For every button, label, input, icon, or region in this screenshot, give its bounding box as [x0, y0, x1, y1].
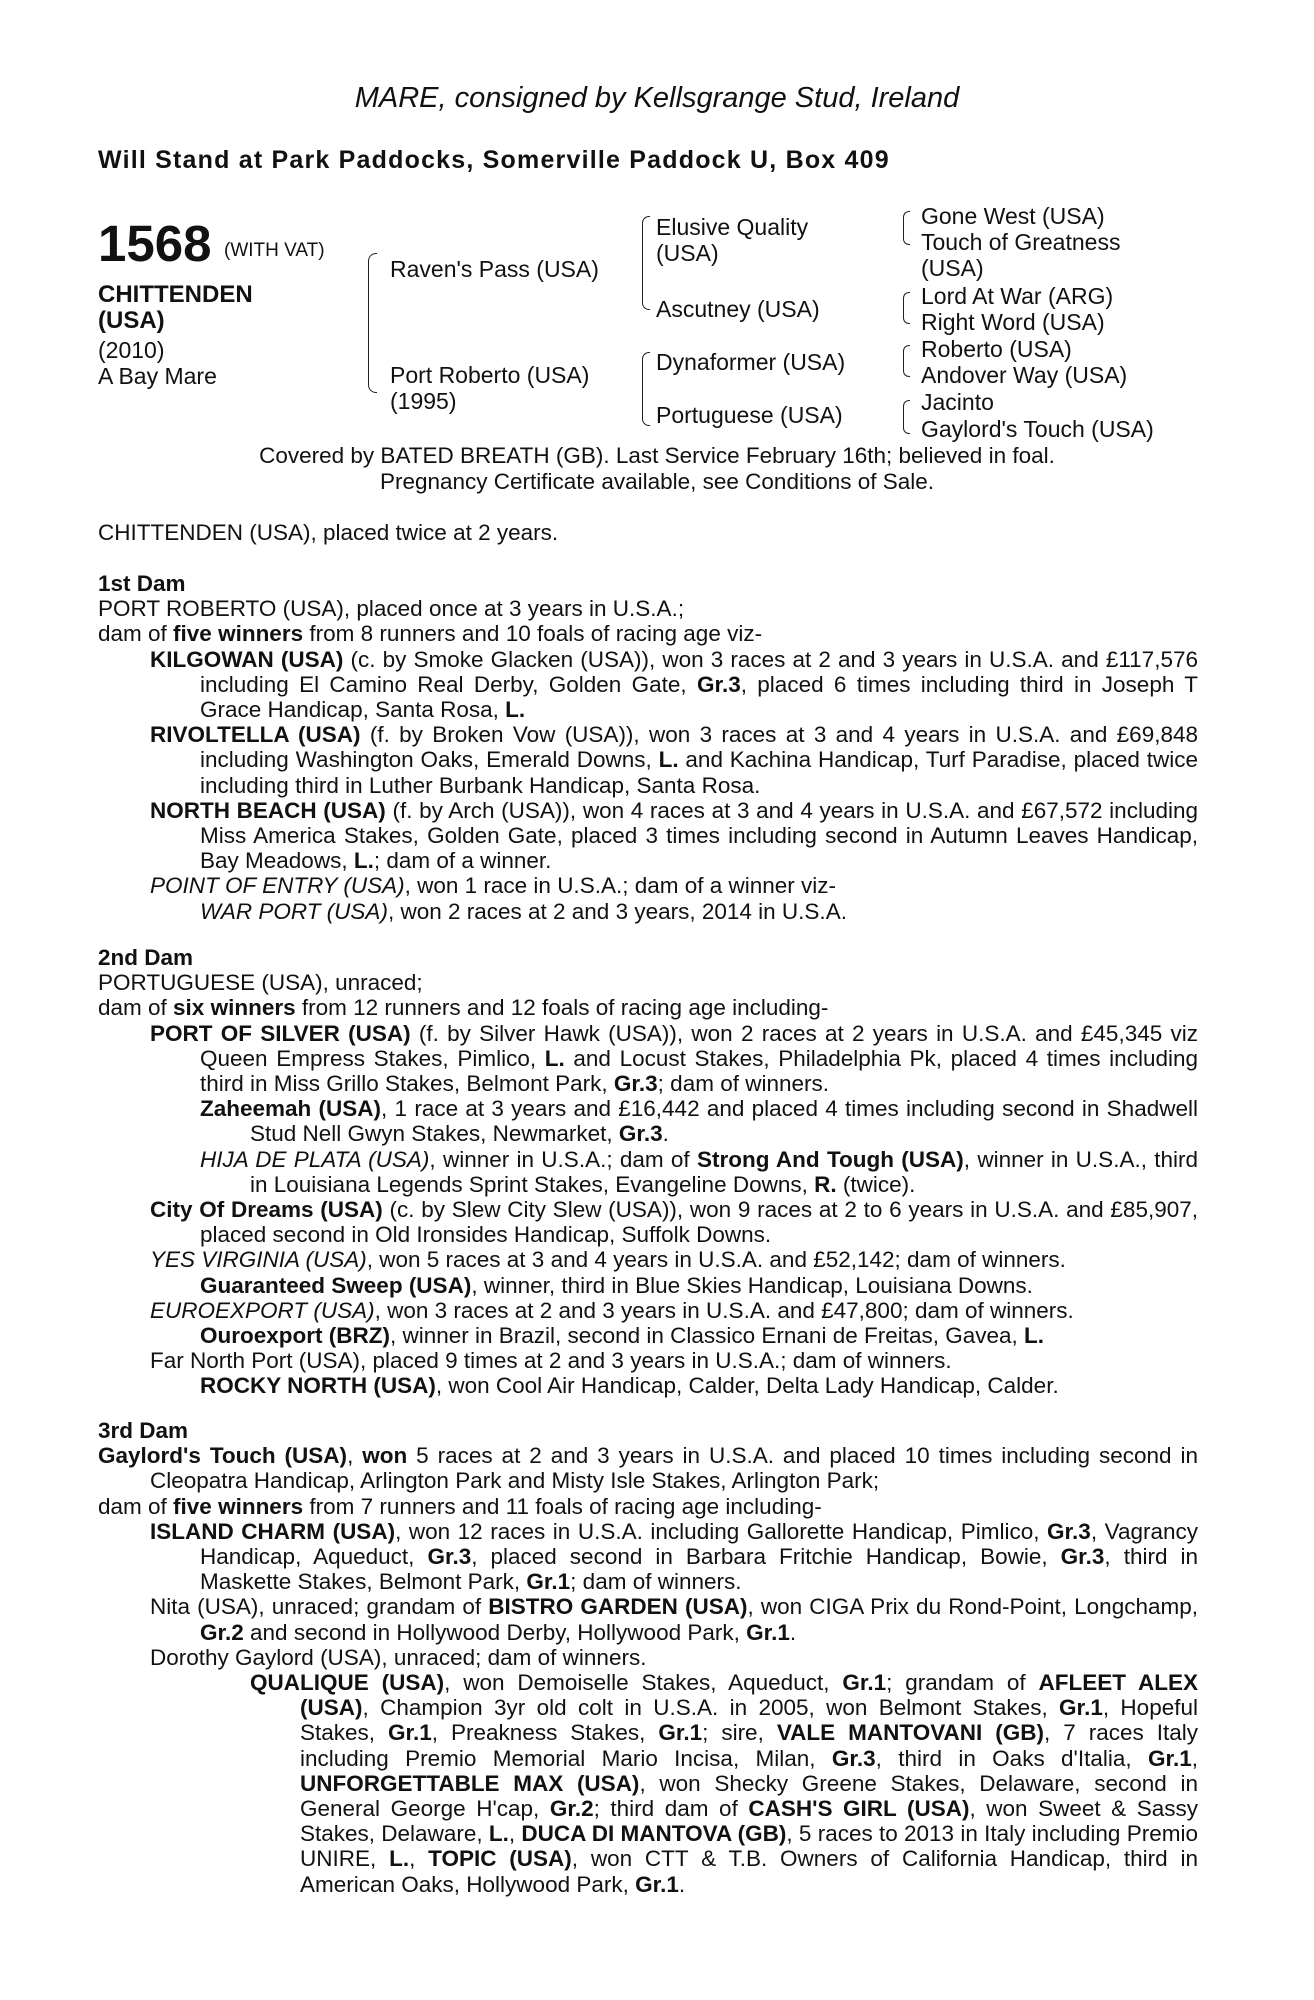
- first-dam-produce-1: KILGOWAN (USA) (c. by Smoke Glacken (USA)), won 3 races at 2 and 3 years in U.S.A. and £117,576 including El Camino Real Derby, Golden Gate, Gr.3, placed 6 times including third in Joseph T Grace Handicap, Santa Rosa, L.: [150, 646, 1198, 723]
- third-dam-produce-3: Dorothy Gaylord (USA), unraced; dam of winners.: [150, 1644, 647, 1670]
- second-dam-section: [98, 945, 1198, 1399]
- second-dam-produce-2: City Of Dreams (USA) (c. by Slew City Slew (USA)), won 9 races at 2 to 6 years in U.S.A. and £85,907, placed second in Old Ironsides Handicap, Suffolk Downs.: [150, 1197, 1198, 1248]
- pedigree-brace-2: [642, 216, 650, 310]
- first-dam-produce-4-sub: WAR PORT (USA), won 2 races at 2 and 3 years, 2014 in U.S.A.: [200, 898, 847, 924]
- pedigree-dam: Port Roberto (USA): [390, 362, 590, 388]
- pedigree-dds: Jacinto: [921, 389, 994, 415]
- second-dam-produce-5: Far North Port (USA), placed 9 times at 2 and 3 years in U.S.A.; dam of winners.: [150, 1348, 952, 1374]
- pedigree-ds: Dynaformer (USA): [656, 349, 846, 375]
- second-dam-produce-1-sub2: HIJA DE PLATA (USA), winner in U.S.A.; dam of Strong And Tough (USA), winner in U.S.A., third in Louisiana Legends Sprint Stakes, Evangeline Downs, R. (twice).: [200, 1146, 1199, 1197]
- pedigree-dsd: Andover Way (USA): [921, 362, 1128, 388]
- third-dam-produce-3-sub: QUALIQUE (USA), won Demoiselle Stakes, Aqueduct, Gr.1; grandam of AFLEET ALEX (USA), Champion 3yr old colt in U.S.A. in 2005, won Belmont Stakes, Gr.1, Hopeful Stakes, Gr.1, Preakness Stakes, Gr.1; sire, VALE MANTOVANI (GB), 7 races Italy including Premio Memorial Mario Incisa, Milan, Gr.3, third in Oaks d'Italia, Gr.1, UNFORGETTABLE MAX (USA), won Shecky Greene Stakes, Delaware, second in General George H'cap, Gr.2; third dam of CASH'S GIRL (USA), won Sweet & Sassy Stakes, Delaware, L., DUCA DI MANTOVA (GB), 5 races to 2013 in Italy including Premio UNIRE, L., TOPIC (USA), won CTT & T.B. Owners of California Handicap, third in American Oaks, Hollywood Park, Gr.1.: [250, 1670, 1199, 1897]
- covered-line1: Covered by BATED BREATH (GB). Last Service February 16th; believed in foal.: [259, 443, 1055, 468]
- pedigree-sire: Raven's Pass (USA): [390, 256, 599, 282]
- second-dam-produce-3: YES VIRGINIA (USA), won 5 races at 3 and 4 years in U.S.A. and £52,142; dam of winners.: [150, 1247, 1066, 1273]
- pedigree-ddd: Gaylord's Touch (USA): [921, 416, 1154, 442]
- first-dam-produce-4: POINT OF ENTRY (USA), won 1 race in U.S.A.; dam of a winner viz-: [150, 873, 837, 899]
- second-dam-line2: dam of six winners from 12 runners and 12 foals of racing age including-: [98, 995, 829, 1021]
- pedigree-ssd-2: (USA): [921, 255, 984, 281]
- pedigree-ss: Elusive Quality: [656, 214, 809, 240]
- second-dam-line1: PORTUGUESE (USA), unraced;: [98, 970, 423, 996]
- pedigree-brace-4: [903, 211, 910, 245]
- first-dam-section: [98, 571, 1198, 924]
- second-dam-produce-1: PORT OF SILVER (USA) (f. by Silver Hawk (USA)), won 2 races at 2 years in U.S.A. and £45,345 viz Queen Empress Stakes, Pimlico, L. and Locust Stakes, Philadelphia Pk, placed 4 times including third in Miss Grillo Stakes, Belmont Park, Gr.3; dam of winners.: [150, 1020, 1198, 1097]
- second-dam-produce-4-sub: Ouroexport (BRZ), winner in Brazil, second in Classico Ernani de Freitas, Gavea, L.: [200, 1323, 1045, 1349]
- horse-year: (2010): [98, 337, 165, 363]
- stand-location: Will Stand at Park Paddocks, Somerville Paddock U, Box 409: [98, 146, 890, 174]
- first-dam-line1: PORT ROBERTO (USA), placed once at 3 years in U.S.A.;: [98, 596, 685, 622]
- intro-line: CHITTENDEN (USA), placed twice at 2 years.: [98, 520, 559, 545]
- lot-number: 1568: [98, 215, 212, 272]
- pedigree-brace-7: [903, 400, 910, 434]
- pedigree-sss: Gone West (USA): [921, 203, 1105, 229]
- third-dam-section: [98, 1418, 1198, 1897]
- third-dam-heading: 3rd Dam: [98, 1418, 189, 1443]
- second-dam-produce-1-sub1: Zaheemah (USA), 1 race at 3 years and £16,442 and placed 4 times including second in Shadwell Stud Nell Gwyn Stakes, Newmarket, Gr.3.: [200, 1096, 1198, 1147]
- pedigree-brace-6: [903, 345, 910, 377]
- vat-label: (WITH VAT): [224, 240, 325, 261]
- first-dam-heading: 1st Dam: [98, 571, 186, 596]
- pedigree-dss: Roberto (USA): [921, 336, 1072, 362]
- pedigree-dd: Portuguese (USA): [656, 402, 843, 428]
- second-dam-produce-4: EUROEXPORT (USA), won 3 races at 2 and 3 years in U.S.A. and £47,800; dam of winners.: [150, 1297, 1074, 1323]
- first-dam-produce-3: NORTH BEACH (USA) (f. by Arch (USA)), won 4 races at 3 and 4 years in U.S.A. and £67,572 including Miss America Stakes, Golden Gate, placed 3 times including second in Autumn Leaves Handicap, Bay Meadows, L.; dam of a winner.: [150, 797, 1198, 874]
- horse-name-line1: CHITTENDEN: [98, 281, 253, 308]
- pedigree-ssd: Touch of Greatness: [921, 229, 1121, 255]
- third-dam-produce-1: ISLAND CHARM (USA), won 12 races in U.S.A. including Gallorette Handicap, Pimlico, Gr.3, Vagrancy Handicap, Aqueduct, Gr.3, placed second in Barbara Fritchie Handicap, Bowie, Gr.3, third in Maskette Stakes, Belmont Park, Gr.1; dam of winners.: [150, 1518, 1198, 1595]
- pedigree-sdd: Right Word (USA): [921, 309, 1105, 335]
- third-dam-line1: Gaylord's Touch (USA), won 5 races at 2 and 3 years in U.S.A. and placed 10 times including second in Cleopatra Handicap, Arlington Park and Misty Isle Stakes, Arlington Park;: [98, 1443, 1198, 1494]
- horse-name: [98, 282, 253, 334]
- covered-line2: Pregnancy Certificate available, see Conditions of Sale.: [379, 469, 935, 494]
- pedigree-brace-5: [903, 292, 910, 324]
- page-title: MARE, consigned by Kellsgrange Stud, Ireland: [354, 82, 960, 114]
- pedigree-sd: Ascutney (USA): [656, 296, 820, 322]
- second-dam-produce-5-sub: ROCKY NORTH (USA), won Cool Air Handicap, Calder, Delta Lady Handicap, Calder.: [200, 1373, 1059, 1399]
- first-dam-produce-2: RIVOLTELLA (USA) (f. by Broken Vow (USA)), won 3 races at 3 and 4 years in U.S.A. and £69,848 including Washington Oaks, Emerald Downs, L. and Kachina Handicap, Turf Paradise, placed twice including third in Luther Burbank Handicap, Santa Rosa.: [150, 722, 1199, 798]
- third-dam-produce-2: Nita (USA), unraced; grandam of BISTRO GARDEN (USA), won CIGA Prix du Rond-Point, Longchamp, Gr.2 and second in Hollywood Derby, Hollywood Park, Gr.1.: [150, 1594, 1198, 1645]
- second-dam-heading: 2nd Dam: [98, 945, 194, 970]
- pedigree-brace-3: [642, 352, 650, 426]
- second-dam-produce-3-sub: Guaranteed Sweep (USA), winner, third in Blue Skies Handicap, Louisiana Downs.: [200, 1272, 1033, 1298]
- horse-name-line2: (USA): [98, 307, 165, 334]
- pedigree-sds: Lord At War (ARG): [921, 283, 1114, 309]
- first-dam-line2: dam of five winners from 8 runners and 10 foals of racing age viz-: [98, 621, 763, 647]
- pedigree-ss-2: (USA): [656, 240, 719, 266]
- pedigree-dam-year: (1995): [390, 388, 457, 414]
- third-dam-line2: dam of five winners from 7 runners and 11 foals of racing age including-: [98, 1493, 822, 1519]
- pedigree-brace-1: [368, 253, 377, 393]
- horse-description: A Bay Mare: [98, 363, 217, 389]
